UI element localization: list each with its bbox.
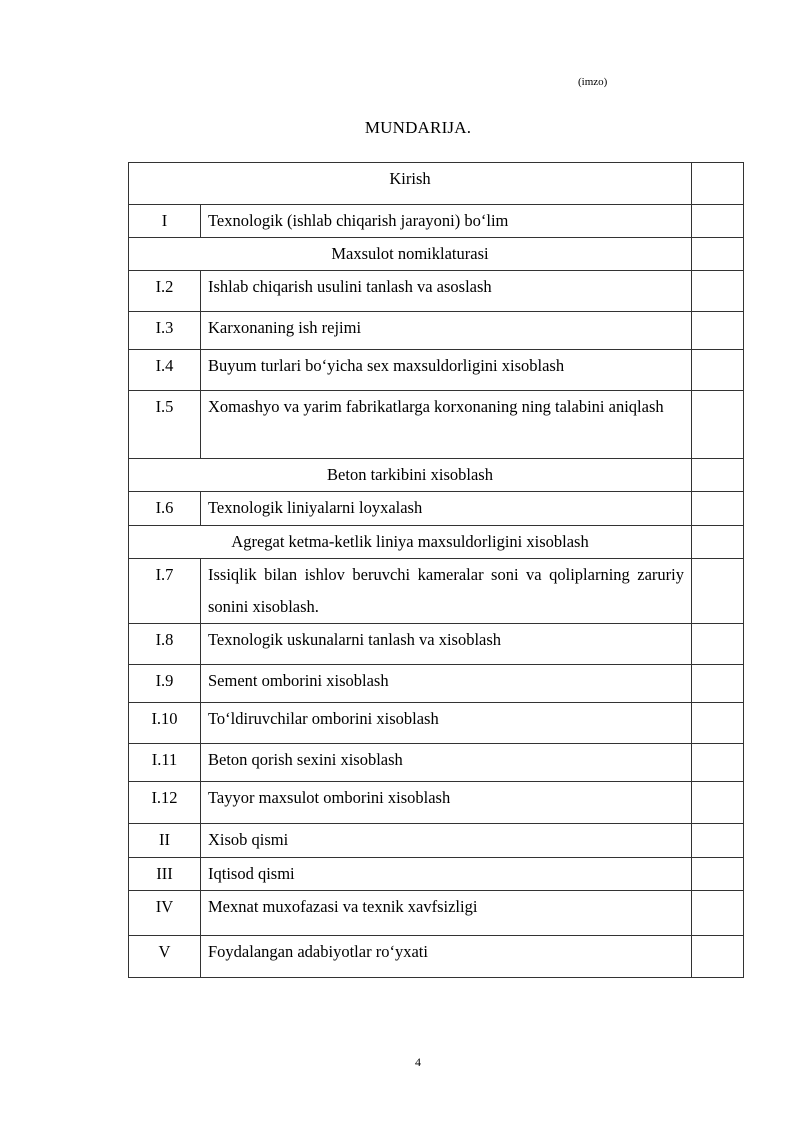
toc-row: [129, 858, 744, 891]
toc-entry-title: Karxonaning ish rejimi: [201, 312, 692, 350]
page-number: 4: [415, 1055, 421, 1069]
toc-page-cell: [692, 271, 744, 312]
toc-entry-title: Mexnat muxofazasi va texnik xavfsizligi: [201, 891, 692, 936]
toc-entry-number: I.5: [129, 391, 201, 459]
toc-section-row: [129, 526, 744, 559]
toc-entry-title: Xisob qismi: [201, 824, 692, 858]
toc-row: [129, 559, 744, 624]
toc-entry-number: I.11: [129, 744, 201, 782]
toc-entry-title: Iqtisod qismi: [201, 858, 692, 891]
toc-page-cell: [692, 891, 744, 936]
toc-page-cell: [692, 665, 744, 703]
toc-page-cell: [692, 312, 744, 350]
toc-row: [129, 703, 744, 744]
toc-section-row: [129, 163, 744, 205]
toc-row: [129, 350, 744, 391]
toc-row: [129, 782, 744, 824]
toc-entry-title: Ishlab chiqarish usulini tanlash va asoslash: [201, 271, 692, 312]
toc-page-cell: [692, 205, 744, 238]
toc-entry-title: Texnologik liniyalarni loyxalash: [201, 492, 692, 526]
toc-page-cell: [692, 624, 744, 665]
toc-entry-number: II: [129, 824, 201, 858]
toc-entry-number: I.12: [129, 782, 201, 824]
toc-page-cell: [692, 526, 744, 559]
toc-section-row: [129, 238, 744, 271]
toc-entry-number: III: [129, 858, 201, 891]
toc-entry-number: IV: [129, 891, 201, 936]
toc-entry-number: I.9: [129, 665, 201, 703]
toc-entry-title: Buyum turlari bo‘yicha sex maxsuldorligini xisoblash: [201, 350, 692, 391]
toc-entry-title: Beton qorish sexini xisoblash: [201, 744, 692, 782]
toc-entry-number: I.8: [129, 624, 201, 665]
toc-entry-title: To‘ldiruvchilar omborini xisoblash: [201, 703, 692, 744]
toc-entry-title: Tayyor maxsulot omborini xisoblash: [201, 782, 692, 824]
toc-entry-number: V: [129, 936, 201, 978]
toc-page-cell: [692, 350, 744, 391]
toc-entry-number: I.3: [129, 312, 201, 350]
toc-row: [129, 205, 744, 238]
toc-page-cell: [692, 744, 744, 782]
toc-entry-title: Sement omborini xisoblash: [201, 665, 692, 703]
toc-row: [129, 271, 744, 312]
toc-page-cell: [692, 459, 744, 492]
toc-entry-number: I.4: [129, 350, 201, 391]
toc-entry-title: Texnologik uskunalarni tanlash va xisoblash: [201, 624, 692, 665]
toc-page-cell: [692, 703, 744, 744]
toc-section-title: Beton tarkibini xisoblash: [129, 459, 692, 492]
toc-entry-number: I.6: [129, 492, 201, 526]
toc-entry-title: Texnologik (ishlab chiqarish jarayoni) bo‘lim: [201, 205, 692, 238]
toc-page-cell: [692, 824, 744, 858]
toc-row: [129, 824, 744, 858]
toc-section-row: [129, 459, 744, 492]
toc-page-cell: [692, 391, 744, 459]
toc-entry-title: Issiqlik bilan ishlov beruvchi kameralar soni va qoliplarning zaruriy sonini xisoblash.: [201, 559, 692, 624]
toc-section-title: Kirish: [129, 163, 692, 205]
toc-page-cell: [692, 936, 744, 978]
toc-row: [129, 936, 744, 978]
toc-page-cell: [692, 238, 744, 271]
toc-entry-number: I.10: [129, 703, 201, 744]
toc-entry-number: I.2: [129, 271, 201, 312]
toc-entry-title: Xomashyo va yarim fabrikatlarga korxonaning ning talabini aniqlash: [201, 391, 692, 459]
toc-row: [129, 391, 744, 459]
page-title: MUNDARIJA.: [364, 118, 472, 137]
toc-row: [129, 665, 744, 703]
toc-section-title: Maxsulot nomiklaturasi: [129, 238, 692, 271]
toc-row: [129, 891, 744, 936]
toc-row: [129, 492, 744, 526]
toc-page-cell: [692, 163, 744, 205]
toc-entry-number: I: [129, 205, 201, 238]
signature-caption: (imzo): [578, 76, 608, 88]
toc-row: [129, 312, 744, 350]
toc-section-title: Agregat ketma-ketlik liniya maxsuldorligini xisoblash: [129, 526, 692, 559]
toc-entry-title: Foydalangan adabiyotlar ro‘yxati: [201, 936, 692, 978]
toc-body: [129, 163, 744, 978]
toc-row: [129, 744, 744, 782]
toc-row: [129, 624, 744, 665]
toc-page-cell: [692, 782, 744, 824]
toc-page-cell: [692, 858, 744, 891]
toc-entry-number: I.7: [129, 559, 201, 624]
toc-page-cell: [692, 559, 744, 624]
table-of-contents: [128, 162, 744, 978]
toc-page-cell: [692, 492, 744, 526]
